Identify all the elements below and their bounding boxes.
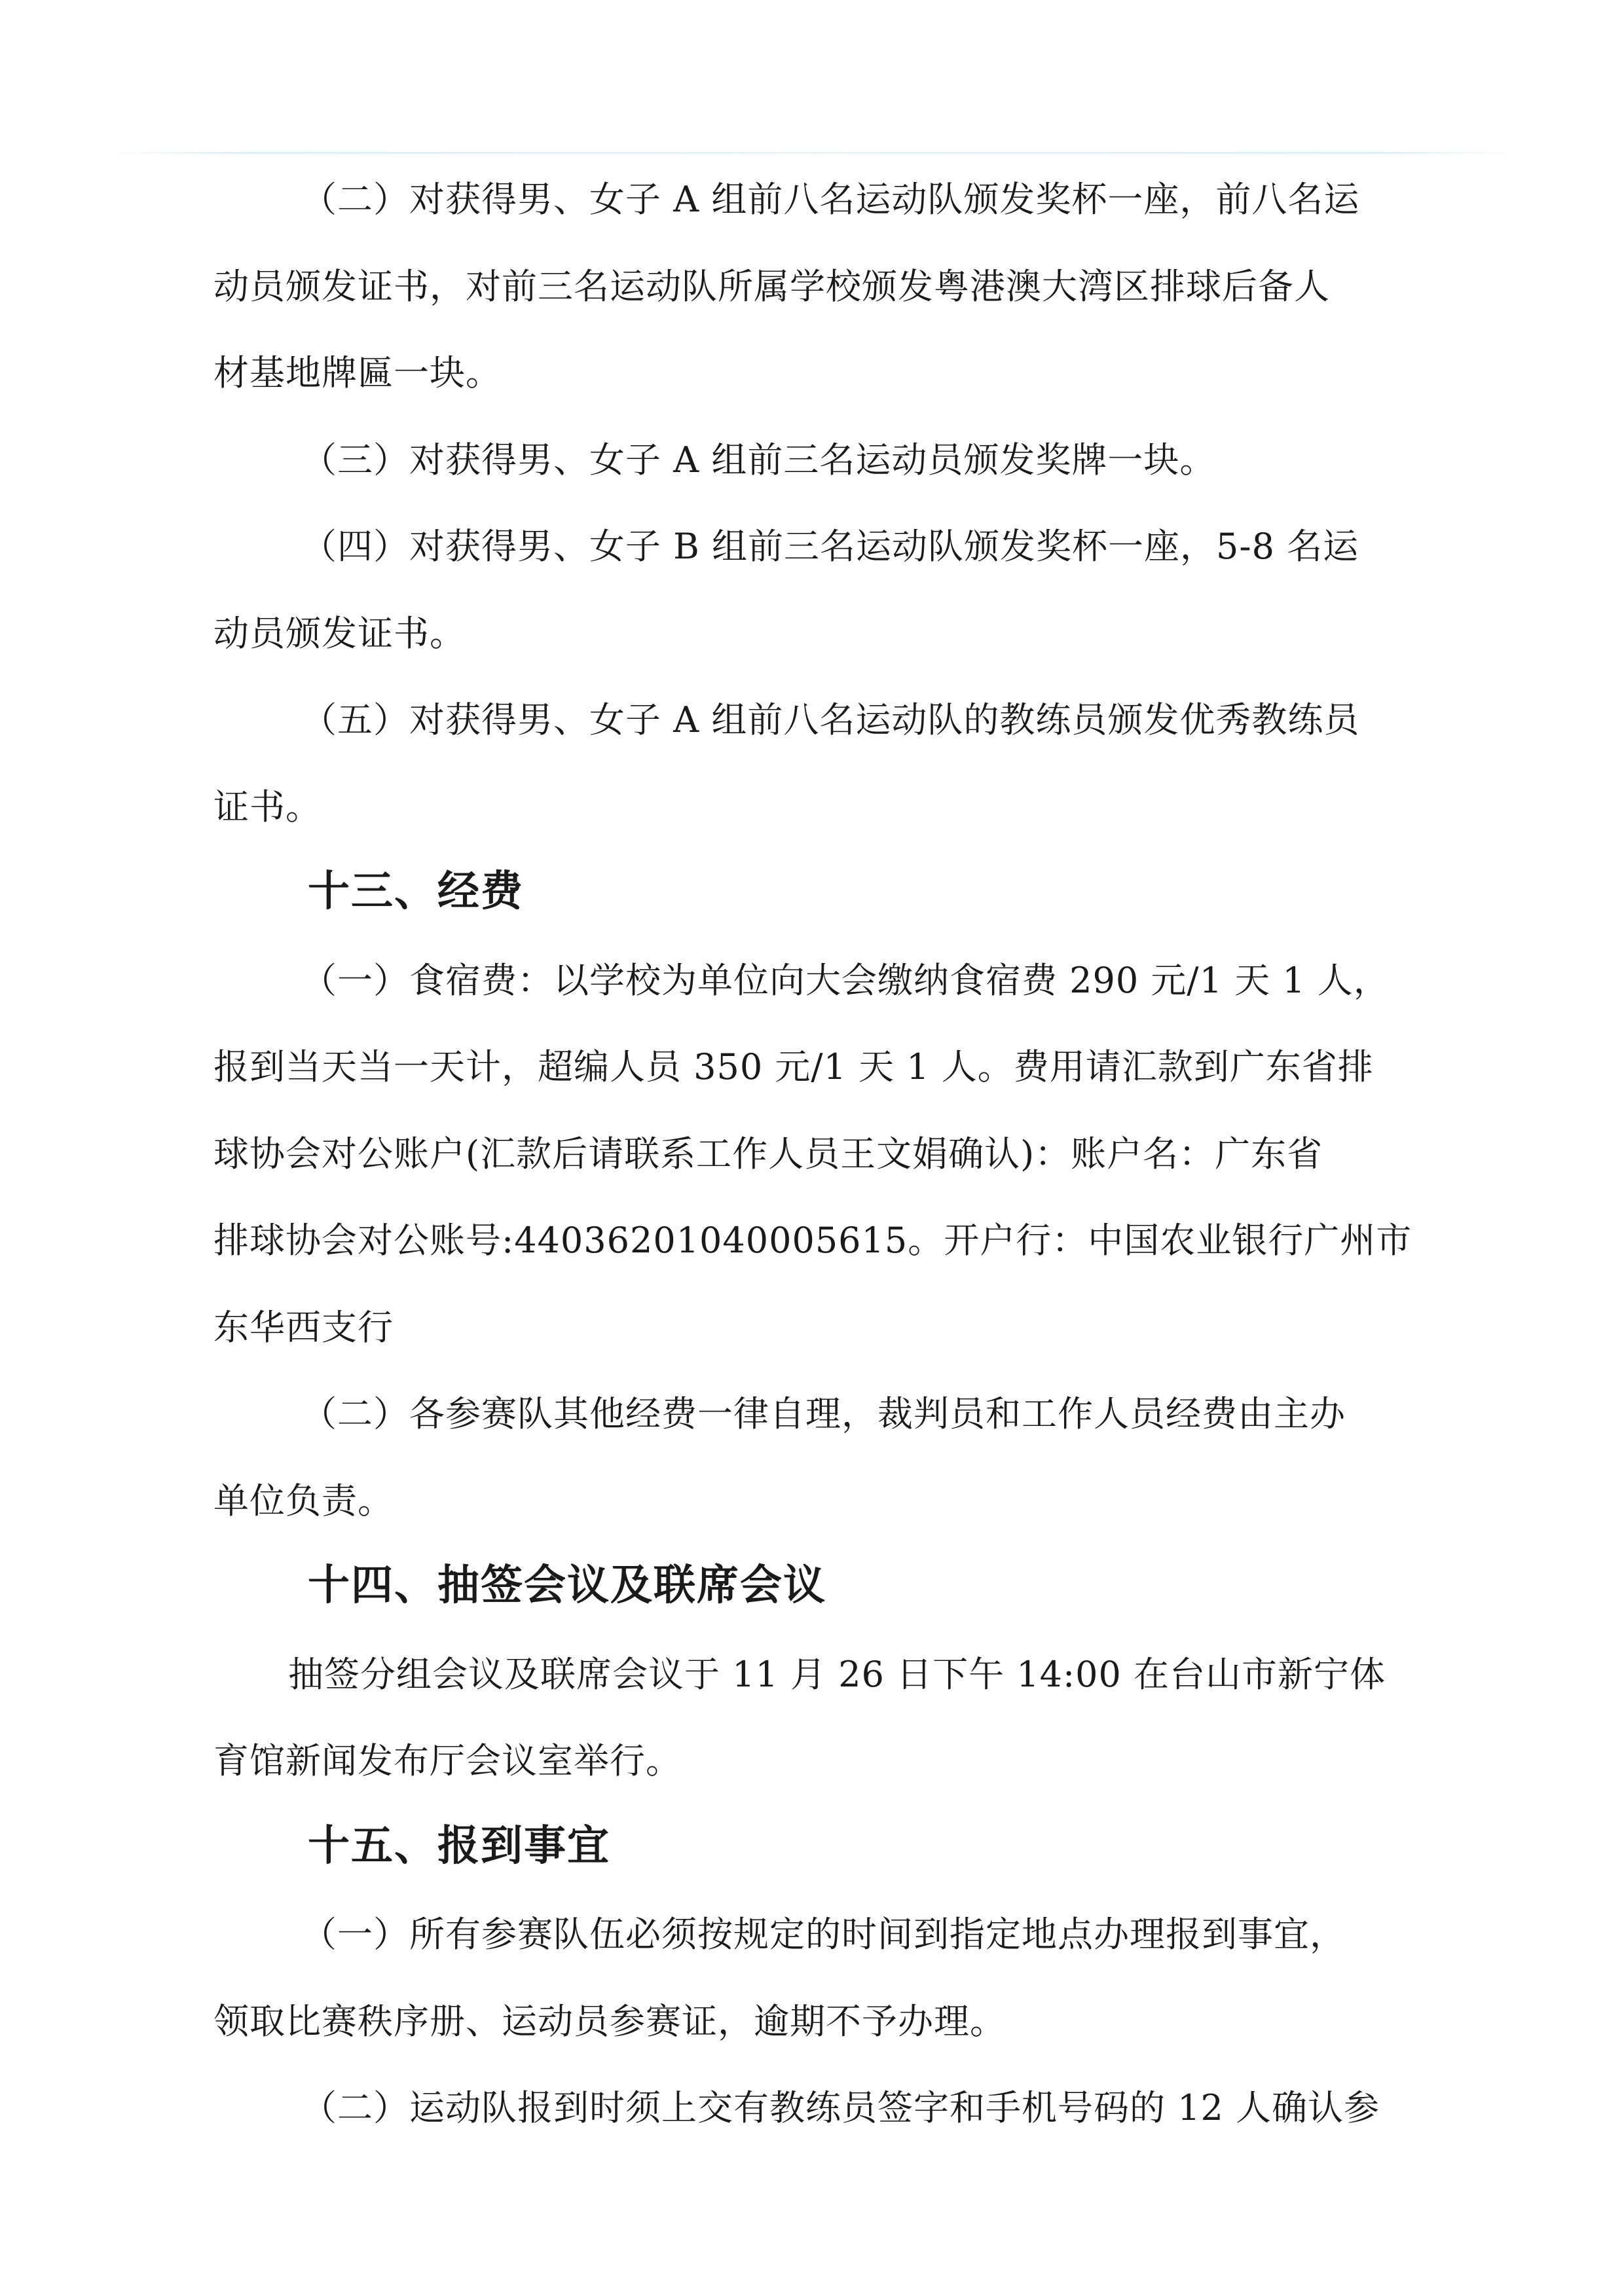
header-rule bbox=[105, 152, 1519, 154]
section-15-heading: 十五、报到事宜 bbox=[308, 1822, 610, 1870]
award-2-line-3: 材基地牌匾一块。 bbox=[213, 352, 502, 393]
award-5-line-2: 证书。 bbox=[213, 786, 322, 828]
registration-1-line-1: （一）所有参赛队伍必须按规定的时间到指定地点办理报到事宜， bbox=[301, 1914, 1346, 1955]
fee-1-line-4: 排球协会对公账号:44036201040005615。开户行：中国农业银行广州市 bbox=[213, 1220, 1412, 1261]
fee-1-line-3: 球协会对公账户(汇款后请联系工作人员王文娟确认)：账户名：广东省 bbox=[213, 1133, 1323, 1175]
award-2-line-2: 动员颁发证书，对前三名运动队所属学校颁发粤港澳大湾区排球后备人 bbox=[213, 266, 1330, 307]
section-14-heading: 十四、抽签会议及联席会议 bbox=[308, 1561, 826, 1610]
award-5-line-1: （五）对获得男、女子 A 组前八名运动队的教练员颁发优秀教练员 bbox=[301, 699, 1360, 740]
fee-1-line-1: （一）食宿费：以学校为单位向大会缴纳食宿费 290 元/1 天 1 人， bbox=[301, 960, 1390, 1001]
meeting-line-1: 抽签分组会议及联席会议于 11 月 26 日下午 14:00 在台山市新宁体 bbox=[288, 1654, 1386, 1695]
fee-2-line-2: 单位负责。 bbox=[213, 1480, 394, 1522]
fee-1-line-2: 报到当天当一天计，超编人员 350 元/1 天 1 人。费用请汇款到广东省排 bbox=[213, 1046, 1374, 1087]
section-13-heading: 十三、经费 bbox=[308, 867, 524, 916]
registration-1-line-2: 领取比赛秩序册、运动员参赛证，逾期不予办理。 bbox=[213, 2001, 1006, 2042]
award-4-line-1: （四）对获得男、女子 B 组前三名运动队颁发奖杯一座，5-8 名运 bbox=[301, 526, 1359, 567]
registration-2-line-1: （二）运动队报到时须上交有教练员签字和手机号码的 12 人确认参 bbox=[301, 2087, 1380, 2128]
award-4-line-2: 动员颁发证书。 bbox=[213, 613, 466, 654]
fee-2-line-1: （二）各参赛队其他经费一律自理，裁判员和工作人员经费由主办 bbox=[301, 1393, 1346, 1434]
meeting-line-2: 育馆新闻发布厅会议室举行。 bbox=[213, 1740, 682, 1781]
fee-1-line-5: 东华西支行 bbox=[213, 1307, 394, 1348]
award-3-line-1: （三）对获得男、女子 A 组前三名运动员颁发奖牌一块。 bbox=[301, 439, 1216, 481]
award-2-line-1: （二）对获得男、女子 A 组前八名运动队颁发奖杯一座，前八名运 bbox=[301, 179, 1360, 220]
